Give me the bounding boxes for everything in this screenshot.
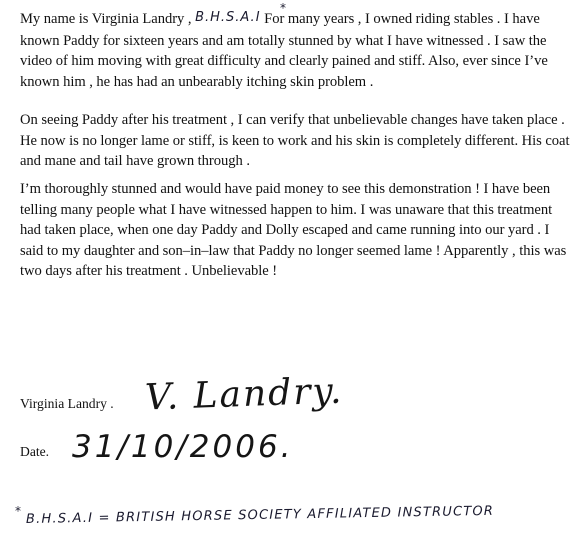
- paragraph-intro: [20, 9, 576, 92]
- asterisk-mark-footnote: *: [15, 504, 21, 518]
- handwritten-signature: V. Landry.: [144, 370, 345, 419]
- asterisk-mark-inline: *: [280, 1, 286, 15]
- paragraph-after-treatment: On seeing Paddy after his treatment , I can verify that unbelievable changes have taken place . He now is no longer lame or stiff, is keen to work and his skin is completely different. His coat and mane and tail have grown through .: [20, 112, 570, 170]
- handwritten-date: 31/10/2006.: [72, 429, 294, 465]
- intro-text-start: My name is Virginia Landry ,: [20, 11, 196, 27]
- date-label: Date.: [20, 444, 50, 459]
- paragraph-stunned: I’m thoroughly stunned and would have paid money to see this demonstration ! I have been telling many people what I have witnessed happen to him. I was unaware that this treatment had taken place, when one day Paddy and Dolly escaped and came running into our yard . I said to my daughter and son–in–law that Paddy no longer seemed lame ! Apparently , this was two days after his treatment . Unbelievable !: [20, 181, 567, 280]
- handwritten-footnote: B.H.S.A.I = BRITISH HORSE SOCIETY AFFILIATED INSTRUCTOR: [25, 503, 495, 527]
- signatory-name: Virginia Landry .: [20, 396, 114, 411]
- intro-text-end: For many years , I owned riding stables . I have known Paddy for sixteen years and am totally stunned by what I have witnessed . I saw the video of him moving with great difficulty and clearly pained and stiff. Also, ever since I’ve known him , he has had an unbearably itching skin problem .: [20, 11, 548, 90]
- handwritten-credential: B.H.S.A.I: [195, 10, 261, 25]
